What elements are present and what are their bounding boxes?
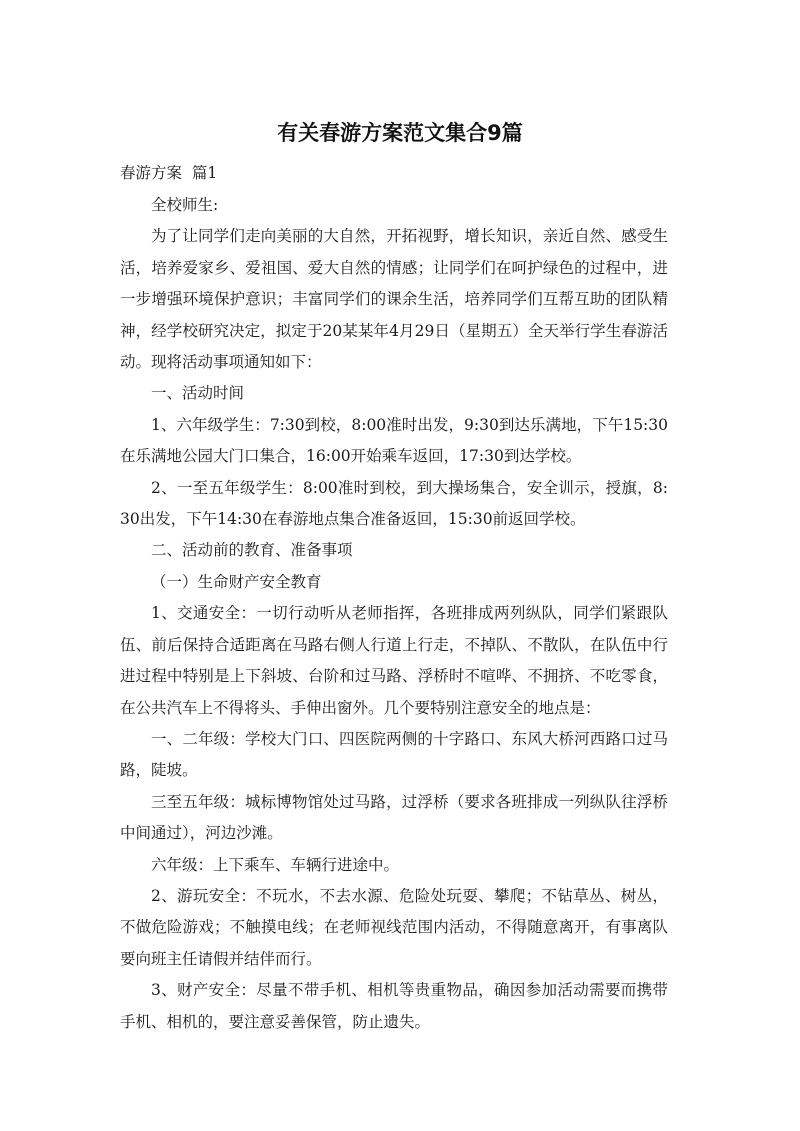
paragraph-grade-six-time: 1、六年级学生：7:30到校，8:00准时出发，9:30到达乐满地，下午15:30在乐满地公园大门口集合，16:00开始乘车返回，17:30到达学校。 (120, 415, 668, 466)
paragraph-property-safety: 3、财产安全：尽量不带手机、相机等贵重物品，确因参加活动需要而携带手机、相机的，要注意妥善保管，防止遗失。 (120, 981, 668, 1031)
paragraph-grade-one-five-time: 2、一至五年级学生：8:00准时到校，到大操场集合，安全训示，授旗，8:30出发，下午14:30在春游地点集合准备返回，15:30前返回学校。 (120, 478, 668, 529)
document-body (120, 190, 668, 1038)
paragraph-grade-one-two: 一、二年级：学校大门口、四医院两侧的十字路口、东风大桥河西路口过马路，陡坡。 (120, 729, 668, 780)
paragraph-heading-time: 一、活动时间 (151, 384, 245, 403)
paragraph-heading-preparation: 二、活动前的教育、准备事项 (151, 541, 353, 560)
paragraph-grade-six: 六年级：上下乘车、车辆行进途中。 (151, 855, 400, 874)
paragraph-intro: 为了让同学们走向美丽的大自然，开拓视野，增长知识，亲近自然、感受生活，培养爱家乡、爱祖国、爱大自然的情感；让同学们在呵护绿色的过程中，进一步增强环境保护意识；丰富同学们的课余生活，培养同学们互帮互助的团队精神，经学校研究决定，拟定于20某某年4月29日（星期五）全天举行学生春游活动。现将活动事项通知如下： (120, 227, 668, 372)
paragraph-play-safety: 2、游玩安全：不玩水，不去水源、危险处玩耍、攀爬；不钻草丛、树丛，不做危险游戏；不触摸电线；在老师视线范围内活动，不得随意离开，有事离队要向班主任请假并结伴而行。 (120, 886, 668, 968)
paragraph-subheading-safety: （一）生命财产安全教育 (151, 572, 322, 591)
paragraph-salutation: 全校师生: (151, 196, 219, 214)
paragraph-grade-three-five: 三至五年级：城标博物馆处过马路，过浮桥（要求各班排成一列纵队往浮桥中间通过），河边沙滩。 (120, 792, 668, 843)
paragraph-traffic-safety: 1、交通安全：一切行动听从老师指挥，各班排成两列纵队，同学们紧跟队伍、前后保持合适距离在马路右侧人行道上行走，不掉队、不散队，在队伍中行进过程中特别是上下斜坡、台阶和过马路、浮桥时不喧哗、不拥挤、不吃零食，在公共汽车上不得将头、手伸出窗外。几个要特别注意安全的地点是： (120, 604, 668, 717)
section-heading: 春游方案 篇1 (120, 164, 218, 182)
document-title: 有关春游方案范文集合9篇 (277, 121, 523, 145)
